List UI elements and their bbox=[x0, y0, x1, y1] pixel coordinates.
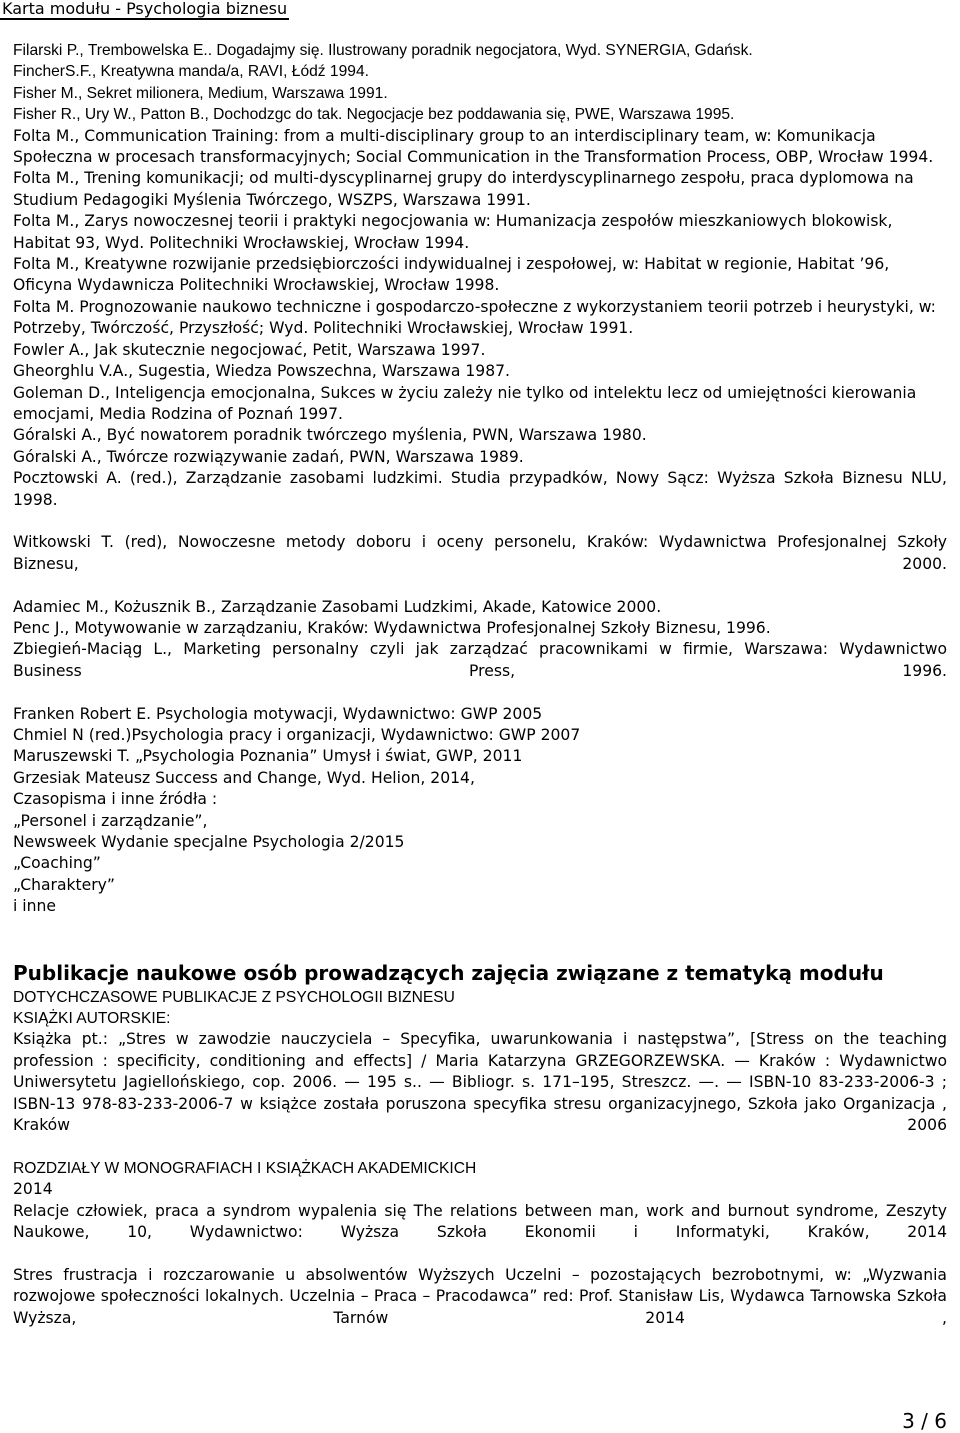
bibliography-entry: Goleman D., Inteligencja emocjonalna, Sukces w życiu zależy nie tylko od intelektu lecz od umiejętności kierowania emocjami, Media Rodzina of Poznań 1997. bbox=[13, 383, 917, 423]
publications-subheading: DOTYCHCZASOWE PUBLIKACJE Z PSYCHOLOGII BIZNESU bbox=[13, 988, 455, 1006]
bibliography-entry: Newsweek Wydanie specjalne Psychologia 2/2015 bbox=[13, 833, 405, 852]
chapters-label: ROZDZIAŁY W MONOGRAFIACH I KSIĄŻKACH AKADEMICKICH bbox=[13, 1159, 477, 1177]
bibliography-entry: Chmiel N (red.)Psychologia pracy i organizacji, Wydawnictwo: GWP 2007 bbox=[13, 726, 581, 744]
books-label: KSIĄŻKI AUTORSKIE: bbox=[13, 1010, 171, 1028]
document-title: Karta modułu - Psychologia biznesu bbox=[2, 0, 288, 18]
bibliography-entry: Filarski P., Trembowelska E.. Dogadajmy się. Ilustrowany poradnik negocjatora, Wyd. SYNERGIA, Gdańsk. bbox=[13, 42, 753, 59]
bibliography-entry: Folta M., Zarys nowoczesnej teorii i praktyki negocjowania w: Humanizacja zespołów mieszkaniowych blokowisk, Habitat 93, Wyd. Politechniki Wrocławskiej, Wrocław 1994. bbox=[13, 212, 893, 252]
bibliography-entry: Folta M., Communication Training: from a multi-disciplinary group to an interdisciplinary team, w: Komunikacja Społeczna w procesach transformacyjnych; Social Communication in the Transformation Process, OBP, Wrocław 1994. bbox=[13, 126, 934, 167]
chapter-entry: Relacje człowiek, praca a syndrom wypalenia się The relations between man, work and burnout syndrome, Zeszyty Naukowe, 10, Wydawnictwo: Wyższa Szkoła Ekonomii i Informatyki, Kraków, 2014 bbox=[13, 1201, 947, 1242]
bibliography-entry: Witkowski T. (red), Nowoczesne metody doboru i oceny personelu, Kraków: Wydawnictwa Profesjonalnej Szkoły Biznesu, 2000. bbox=[13, 533, 947, 573]
bibliography-entry: Czasopisma i inne źródła : bbox=[13, 790, 218, 809]
bibliography-entry: Franken Robert E. Psychologia motywacji, Wydawnictwo: GWP 2005 bbox=[13, 704, 543, 723]
bibliography-entry: Fisher M., Sekret milionera, Medium, Warszawa 1991. bbox=[13, 84, 388, 102]
bibliography-entry: „Charaktery” bbox=[13, 875, 115, 894]
page-number: 3 / 6 bbox=[902, 1409, 947, 1433]
year-label: 2014 bbox=[13, 1180, 53, 1199]
bibliography-entry: Folta M. Prognozowanie naukowo techniczne i gospodarczo-społeczne z wykorzystaniem teorii potrzeb i heurystyki, w: Potrzeby, Twórczość, Przyszłość; Wyd. Politechniki Wrocławskiej, Wrocław 1991. bbox=[13, 297, 936, 338]
bibliography-entry: Maruszewski T. „Psychologia Poznania” Umysł i świat, GWP, 2011 bbox=[13, 747, 523, 766]
bibliography-entry: FincherS.F., Kreatywna manda/a, RAVI, Łódź 1994. bbox=[13, 63, 369, 81]
bibliography-entry: Góralski A., Twórcze rozwiązywanie zadań, PWN, Warszawa 1989. bbox=[13, 447, 524, 466]
bibliography-entry: Góralski A., Być nowatorem poradnik twórczego myślenia, PWN, Warszawa 1980. bbox=[13, 426, 647, 445]
header-bar bbox=[0, 0, 960, 22]
bibliography-entry: Adamiec M., Kożusznik B., Zarządzanie Zasobami Ludzkimi, Akade, Katowice 2000. bbox=[13, 597, 662, 616]
bibliography-entry: Gheorghlu V.A., Sugestia, Wiedza Powszechna, Warszawa 1987. bbox=[13, 362, 510, 381]
bibliography-entry: „Personel i zarządzanie”, bbox=[13, 811, 208, 830]
bibliography-entry: Folta M., Kreatywne rozwijanie przedsiębiorczości indywidualnej i zespołowej, w: Habitat w regionie, Habitat ’96, Oficyna Wydawnicza Politechniki Wrocławskiej, Wrocław 1998. bbox=[13, 255, 890, 295]
bibliography-entry: Fowler A., Jak skutecznie negocjować, Petit, Warszawa 1997. bbox=[13, 340, 486, 359]
chapter-entry: Stres frustracja i rozczarowanie u absolwentów Wyższych Uczelni – pozostających bezrobotnymi, w: „Wyzwania rozwojowe społeczności lokalnych. Uczelnia – Praca – Pracodawca” red: Prof. Stanisław Lis, Wydawca Tarnowska Szkoła Wyższa, Tarnów 2014 , bbox=[13, 1265, 947, 1327]
page-content bbox=[13, 40, 947, 1351]
bibliography-entry: „Coaching” bbox=[13, 854, 101, 873]
bibliography-entry: Fisher R., Ury W., Patton B., Dochodzgc do tak. Negocjacje bez poddawania się, PWE, Warszawa 1995. bbox=[13, 106, 735, 124]
bibliography-entry: Pocztowski A. (red.), Zarządzanie zasobami ludzkimi. Studia przypadków, Nowy Sącz: Wyższa Szkoła Biznesu NLU, 1998. bbox=[13, 469, 947, 509]
book-entry: Książka pt.: „Stres w zawodzie nauczyciela – Specyfika, uwarunkowania i następstwa”, [Stress on the teaching profession : specificity, conditioning and effects] / Maria Katarzyna GRZEGORZEWSKA. — Kraków : Wydawnictwo Uniwersytetu Jagiellońskiego, cop. 2006. — 195 s.. — Bibliogr. s. 171–195, Streszcz. —. — ISBN-10 83-233-2006-3 ; ISBN-13 978-83-233-2006-7 w książce została poruszona specyfika stresu organizacyjnego, Szkoła jako Organizacja , Kraków 2006 bbox=[13, 1030, 947, 1135]
publications-heading: Publikacje naukowe osób prowadzących zajęcia związane z tematyką modułu bbox=[13, 960, 884, 985]
bibliography-entry: Folta M., Trening komunikacji; od multi-dyscyplinarnej grupy do interdyscyplinarnego zespołu, praca dyplomowa na Studium Pedagogiki Myślenia Twórczego, WSZPS, Warszawa 1991. bbox=[13, 169, 914, 209]
bibliography-entry: Zbiegień-Maciąg L., Marketing personalny czyli jak zarządzać pracownikami w firmie, Warszawa: Wydawnictwo Business Press, 1996. bbox=[13, 640, 947, 680]
section-spacer bbox=[13, 918, 947, 961]
bibliography-entry: Penc J., Motywowanie w zarządzaniu, Kraków: Wydawnictwa Profesjonalnej Szkoły Biznesu, 1996. bbox=[13, 618, 771, 637]
bibliography-entry: i inne bbox=[13, 897, 56, 916]
bibliography-entry: Grzesiak Mateusz Success and Change, Wyd. Helion, 2014, bbox=[13, 768, 475, 787]
